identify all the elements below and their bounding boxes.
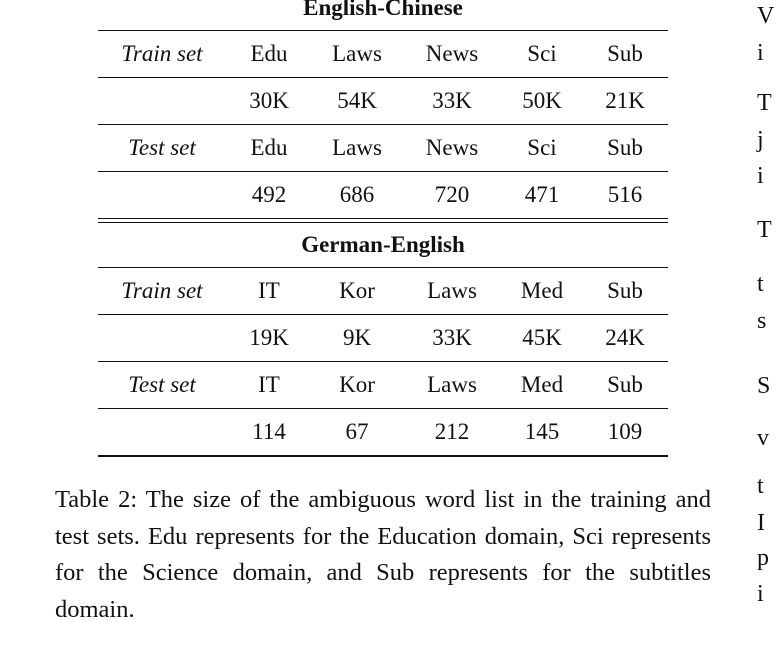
column-fragment-letter: T: [757, 90, 772, 116]
value-cell: Edu: [250, 41, 288, 66]
value-cell: IT: [258, 372, 280, 397]
row-label-cell: [98, 315, 226, 362]
value-cell: 67: [345, 419, 369, 444]
value-cell: Laws: [332, 135, 382, 160]
value-cell: News: [425, 135, 479, 160]
value-cell: Kor: [339, 372, 375, 397]
section-title-english-chinese: English-Chinese: [303, 0, 463, 20]
value-cell: IT: [258, 278, 280, 303]
value-cell: 114: [252, 419, 286, 444]
row-label-cell: [98, 409, 226, 456]
section-title-german-english: German-English: [301, 232, 465, 257]
column-fragment-letter: t: [757, 473, 764, 499]
english-chinese-block: [98, 30, 668, 218]
value-cell: 471: [524, 182, 560, 207]
column-fragment-letter: s: [757, 308, 767, 334]
value-cell: 492: [251, 182, 287, 207]
column-fragment-letter: v: [757, 425, 769, 451]
german-english-block: [98, 267, 668, 455]
value-cell: Med: [520, 278, 564, 303]
value-cell: Laws: [332, 41, 382, 66]
column-fragment-letter: i: [757, 163, 764, 189]
column-fragment-letter: i: [757, 581, 764, 607]
row-label-cell: [98, 78, 226, 125]
column-fragment-letter: j: [757, 127, 764, 153]
value-cell: 212: [434, 419, 470, 444]
row-label-cell: Test set: [128, 372, 196, 397]
value-cell: 145: [524, 419, 560, 444]
column-fragment-letter: t: [757, 271, 764, 297]
row-label-cell: [98, 172, 226, 219]
value-cell: Sci: [527, 135, 557, 160]
value-cell: 109: [607, 419, 643, 444]
value-cell: 33K: [432, 325, 472, 350]
value-cell: 720: [434, 182, 470, 207]
column-fragment-letter: T: [757, 217, 772, 243]
table-row: [98, 315, 668, 362]
row-label-cell: Test set: [128, 135, 196, 160]
table-caption: Table 2: The size of the ambiguous word list in the training and test sets. Edu represents for the Education domain, Sci represents for the Science domain, and Sub represents for the subtitles domain.: [55, 486, 711, 623]
value-cell: Sub: [607, 135, 643, 160]
value-cell: 9K: [342, 325, 372, 350]
results-table: [98, 0, 668, 457]
value-cell: 50K: [522, 88, 562, 113]
value-cell: Sub: [607, 278, 643, 303]
table-row: [98, 409, 668, 456]
column-fragment-letter: V: [757, 3, 775, 29]
value-cell: 33K: [432, 88, 472, 113]
table-row: [98, 31, 668, 78]
column-fragment-letter: p: [757, 545, 769, 571]
value-cell: Sci: [527, 41, 557, 66]
column-fragment-letter: I: [757, 510, 765, 536]
value-cell: Med: [520, 372, 564, 397]
row-label-cell: Train set: [121, 41, 203, 66]
value-cell: 686: [339, 182, 375, 207]
value-cell: 24K: [605, 325, 645, 350]
table-row: [98, 362, 668, 409]
value-cell: 19K: [249, 325, 289, 350]
value-cell: 21K: [605, 88, 645, 113]
value-cell: 54K: [337, 88, 377, 113]
value-cell: Sub: [607, 372, 643, 397]
value-cell: 45K: [522, 325, 562, 350]
table-row: [98, 125, 668, 172]
table-row: [98, 268, 668, 315]
value-cell: Edu: [250, 135, 288, 160]
value-cell: Sub: [607, 41, 643, 66]
bottom-rule: [98, 455, 668, 457]
row-label-cell: Train set: [121, 278, 203, 303]
column-fragment-letter: i: [757, 40, 764, 66]
value-cell: News: [425, 41, 479, 66]
value-cell: Laws: [427, 278, 477, 303]
table-row: [98, 172, 668, 219]
value-cell: 516: [607, 182, 643, 207]
value-cell: Laws: [427, 372, 477, 397]
value-cell: 30K: [249, 88, 289, 113]
value-cell: Kor: [339, 278, 375, 303]
table-row: [98, 78, 668, 125]
column-fragment-letter: S: [757, 373, 771, 399]
